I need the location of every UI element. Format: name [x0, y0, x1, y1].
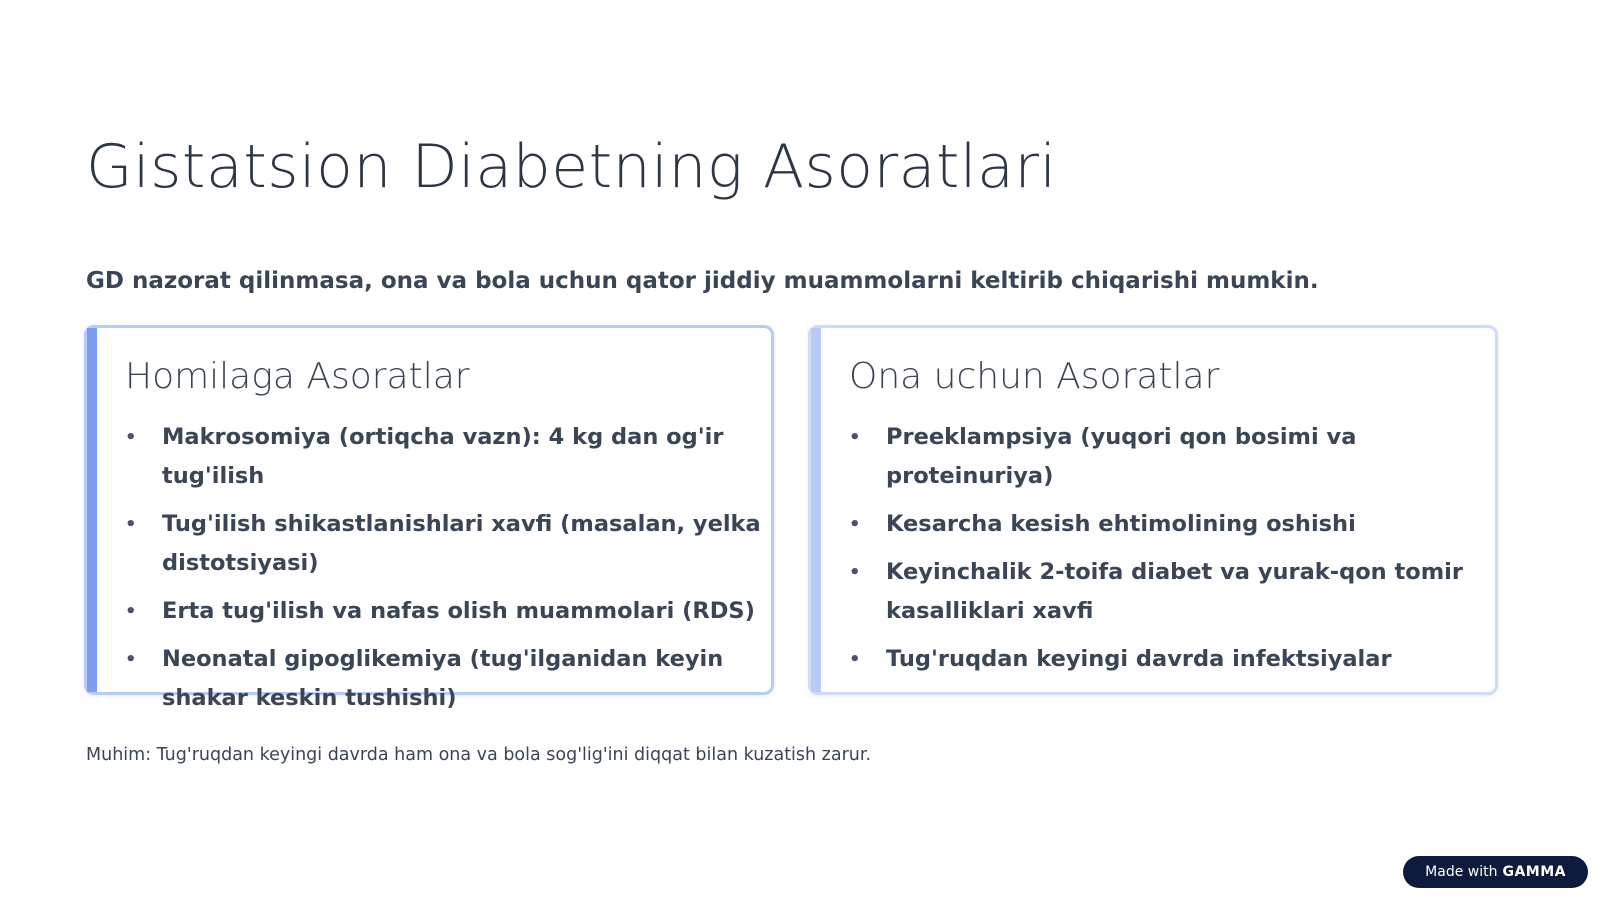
- list-item-text: Tug'ilish shikastlanishlari xavfi (masalan, yelka distotsiyasi): [162, 511, 761, 576]
- subtitle: GD nazorat qilinmasa, ona va bola uchun qator jiddiy muammolarni keltirib chiqarishi mumkin.: [86, 268, 1319, 294]
- bullet-icon: •: [849, 514, 861, 535]
- list-item-text: Tug'ruqdan keyingi davrda infektsiyalar: [886, 646, 1392, 672]
- bullet-icon: •: [125, 601, 137, 622]
- card-accent-bar: [811, 328, 821, 692]
- list-item: [849, 418, 1485, 496]
- bullet-icon: •: [125, 427, 137, 448]
- card-fetal-complications: [84, 325, 774, 711]
- important-note: Muhim: Tug'ruqdan keyingi davrda ham ona va bola sog'lig'ini diqqat bilan kuzatish zarur.: [86, 745, 872, 765]
- card-maternal-complications: [808, 325, 1498, 695]
- bullet-list: [125, 418, 761, 727]
- bullet-icon: •: [849, 562, 861, 583]
- list-item-text: Preeklampsiya (yuqori qon bosimi va proteinuriya): [886, 424, 1357, 489]
- list-item: [849, 553, 1485, 631]
- list-item-text: Erta tug'ilish va nafas olish muammolari (RDS): [162, 598, 755, 624]
- list-item-text: Keyinchalik 2-toifa diabet va yurak-qon tomir kasalliklari xavfi: [886, 559, 1463, 624]
- card-accent-bar: [87, 328, 97, 692]
- bullet-icon: •: [849, 427, 861, 448]
- list-item: [125, 592, 761, 631]
- list-item: [125, 640, 761, 718]
- badge-prefix: Made with: [1425, 864, 1498, 880]
- page-title: Gistatsion Diabetning Asoratlari: [86, 132, 1057, 202]
- bullet-icon: •: [125, 514, 137, 535]
- card-title: Ona uchun Asoratlar: [849, 356, 1220, 397]
- list-item-text: Kesarcha kesish ehtimolining oshishi: [886, 511, 1356, 537]
- list-item: [125, 418, 761, 496]
- card-title: Homilaga Asoratlar: [125, 356, 470, 397]
- bullet-icon: •: [125, 649, 137, 670]
- gamma-logo-text: GAMMA: [1502, 864, 1566, 880]
- list-item-text: Neonatal gipoglikemiya (tug'ilganidan keyin shakar keskin tushishi): [162, 646, 724, 711]
- list-item: [849, 505, 1485, 544]
- list-item-text: Makrosomiya (ortiqcha vazn): 4 kg dan og'ir tug'ilish: [162, 424, 724, 489]
- bullet-list: [849, 418, 1485, 688]
- made-with-gamma-badge[interactable]: [1403, 856, 1588, 888]
- list-item: [849, 640, 1485, 679]
- bullet-icon: •: [849, 649, 861, 670]
- list-item: [125, 505, 761, 583]
